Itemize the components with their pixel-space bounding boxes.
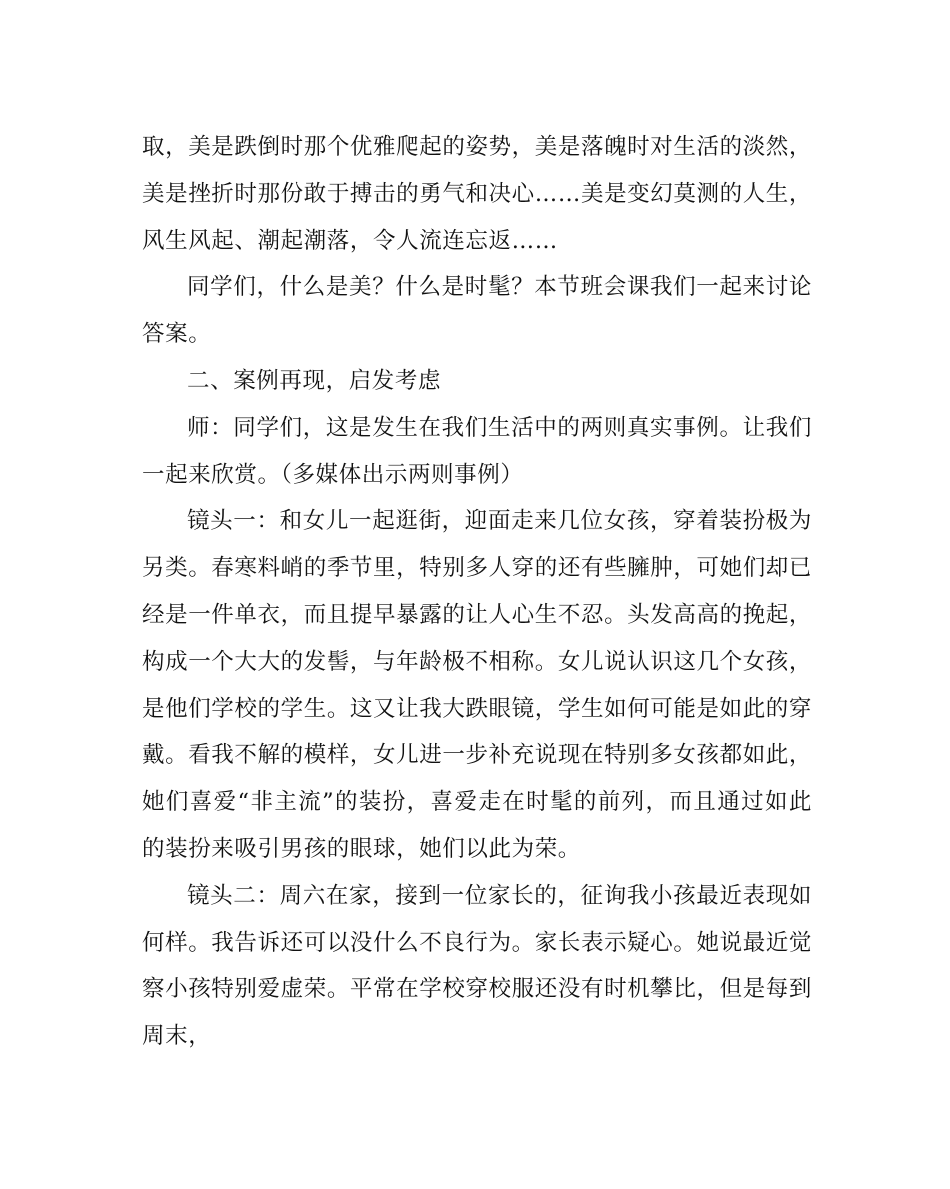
section-heading: 二、案例再现，启发考虑 — [187, 367, 442, 394]
paragraph-continuation: 取，美是跌倒时那个优雅爬起的姿势，美是落魄时对生活的淡然，美是挫折时那份敢于搏击的勇气和决心……美是变幻莫测的人生，风生风起、潮起潮落，令人流连忘返…… — [142, 134, 812, 254]
document-body — [142, 124, 812, 1060]
paragraph-scene-two: 镜头二：周六在家，接到一位家长的，征询我小孩最近表现如何样。我告诉还可以没什么不良行为。家长表示疑心。她说最近觉察小孩特别爱虚荣。平常在学校穿校服还没有时机攀比，但是每到周末， — [142, 882, 812, 1050]
paragraph-question: 同学们，什么是美？什么是时髦？本节班会课我们一起来讨论答案。 — [142, 274, 812, 348]
paragraph-scene-one: 镜头一：和女儿一起逛街，迎面走来几位女孩，穿着装扮极为另类。春寒料峭的季节里，特别多人穿的还有些臃肿，可她们却已经是一件单衣，而且提早暴露的让人心生不忍。头发高高的挽起，构成一个大大的发髻，与年龄极不相称。女儿说认识这几个女孩，是他们学校的学生。这又让我大跌眼镜，学生如何可能是如此的穿戴。看我不解的模样，女儿进一步补充说现在特别多女孩都如此，她们喜爱“非主流”的装扮，喜爱走在时髦的前列，而且通过如此的装扮来吸引男孩的眼球，她们以此为荣。 — [142, 508, 812, 862]
paragraph-teacher: 师：同学们，这是发生在我们生活中的两则真实事例。让我们一起来欣赏。（多媒体出示两则事例） — [142, 414, 812, 488]
